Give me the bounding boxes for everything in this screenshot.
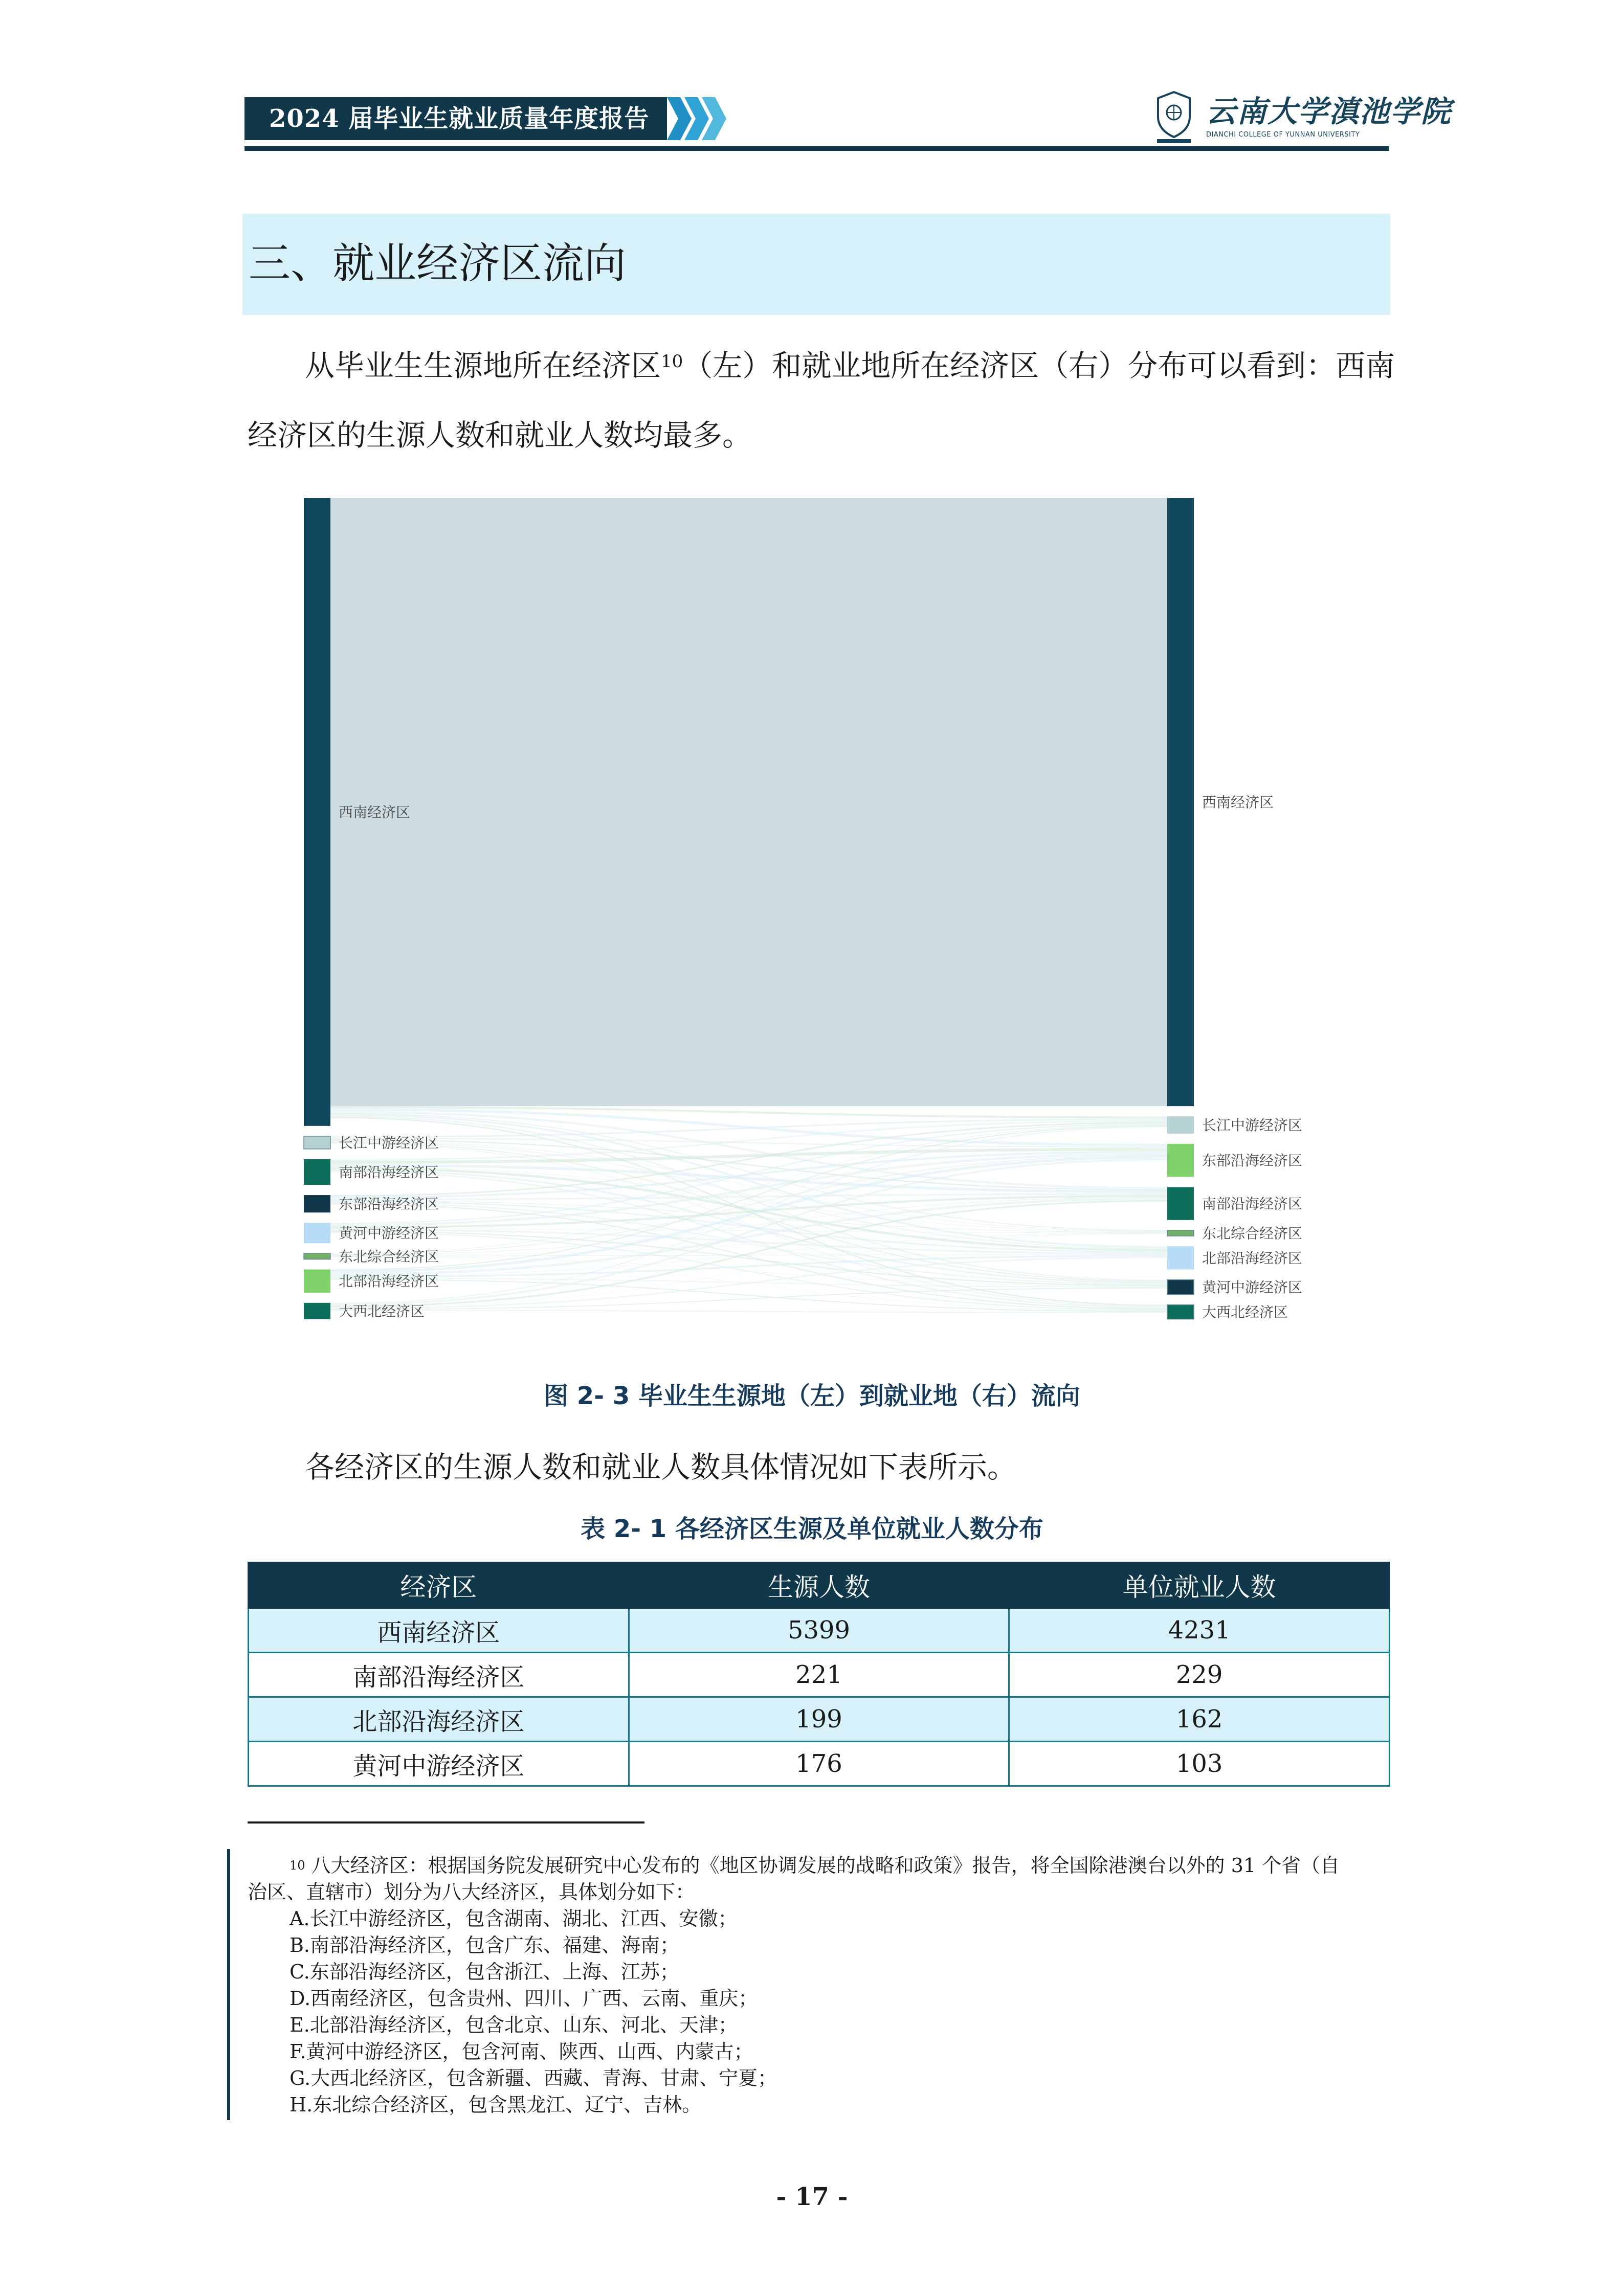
college-english-name: DIANCHI COLLEGE OF YUNNAN UNIVERSITY <box>1206 131 1360 139</box>
left-node <box>304 498 330 1126</box>
left-node <box>304 1136 330 1149</box>
report-title: 2024 届毕业生就业质量年度报告 <box>269 104 650 133</box>
left-node-label: 东北综合经济区 <box>339 1248 439 1265</box>
right-node <box>1167 1144 1194 1177</box>
section-title: 三、就业经济区流向 <box>249 239 627 288</box>
sankey-flow <box>330 1200 1167 1308</box>
intro-line-1 <box>248 348 1395 384</box>
table-cell: 103 <box>1009 1742 1390 1786</box>
table-row <box>249 1742 1390 1786</box>
footnote-line-2: 治区、直辖市）划分为八大经济区，具体划分如下： <box>248 1881 695 1903</box>
left-node <box>304 1195 330 1212</box>
right-node-label: 北部沿海经济区 <box>1202 1249 1303 1267</box>
table-row <box>249 1653 1390 1697</box>
left-node <box>304 1303 330 1319</box>
footnote-line-1 <box>248 1852 1388 1879</box>
sankey-flow <box>330 498 1167 1106</box>
college-crest-icon <box>1153 90 1195 144</box>
left-node <box>304 1253 330 1259</box>
table-cell: 229 <box>1009 1653 1390 1697</box>
left-node-label: 南部沿海经济区 <box>339 1163 439 1181</box>
footnote-item: D.西南经济区，包含贵州、四川、广西、云南、重庆； <box>290 1987 758 2010</box>
left-node <box>304 1159 330 1185</box>
table-cell: 162 <box>1009 1697 1390 1742</box>
right-node <box>1167 1116 1194 1134</box>
footnote-side-bar <box>227 1849 230 2120</box>
sankey-chart <box>299 495 1303 1334</box>
footnote-item: E.北部沿海经济区，包含北京、山东、河北、天津； <box>290 2014 738 2036</box>
table-row <box>249 1697 1390 1742</box>
sankey-flows <box>330 498 1167 1313</box>
footnote-item: B.南部沿海经济区，包含广东、福建、海南； <box>290 1934 680 1956</box>
table-cell: 221 <box>629 1653 1009 1697</box>
section-heading-box <box>242 214 1390 315</box>
chevron-arrows-icon <box>667 97 739 140</box>
footnote-item: C.东部沿海经济区，包含浙江、上海、江苏； <box>290 1961 679 1983</box>
table-row <box>249 1608 1390 1653</box>
right-node-label: 西南经济区 <box>1202 794 1274 811</box>
left-node-label: 北部沿海经济区 <box>339 1273 439 1290</box>
right-node <box>1167 1187 1194 1220</box>
left-node <box>304 1223 330 1243</box>
intro-line-2: 经济区的生源人数和就业人数均最多。 <box>248 418 752 453</box>
right-node-label: 大西北经济区 <box>1202 1303 1288 1321</box>
right-node <box>1167 498 1194 1106</box>
economic-zone-table <box>248 1562 1390 1787</box>
right-node-label: 黄河中游经济区 <box>1202 1279 1303 1296</box>
footnote-rule <box>248 1821 644 1824</box>
figure-caption: 图 2- 3 毕业生生源地（左）到就业地（右）流向 <box>544 1382 1080 1410</box>
left-node-label: 大西北经济区 <box>339 1302 425 1320</box>
sankey-flow <box>330 1114 1167 1248</box>
report-header-bar <box>244 97 667 140</box>
right-node-label: 南部沿海经济区 <box>1202 1195 1303 1212</box>
right-node <box>1167 1305 1194 1319</box>
right-node-label: 东部沿海经济区 <box>1202 1152 1303 1169</box>
footnote-text-1: 八大经济区：根据国务院发展研究中心发布的《地区协调发展的战略和政策》报告，将全国除港澳台以外的 31 个省（自 <box>311 1854 1340 1877</box>
right-node-label: 东北综合经济区 <box>1202 1225 1303 1242</box>
right-node <box>1167 1280 1194 1295</box>
table-cell: 4231 <box>1009 1608 1390 1653</box>
left-node <box>304 1270 330 1293</box>
sankey-flow <box>330 1106 1167 1118</box>
left-node-label: 长江中游经济区 <box>339 1134 439 1152</box>
table-cell: 黄河中游经济区 <box>249 1742 629 1786</box>
col-header-employment: 单位就业人数 <box>1009 1563 1390 1608</box>
right-node <box>1167 1246 1194 1270</box>
right-node <box>1167 1230 1194 1236</box>
table-cell: 北部沿海经济区 <box>249 1697 629 1742</box>
table-intro-text: 各经济区的生源人数和就业人数具体情况如下表所示。 <box>305 1450 1017 1484</box>
college-name: 云南大学滇池学院 <box>1206 94 1452 129</box>
footnote <box>248 1852 1388 2118</box>
table-cell: 西南经济区 <box>249 1608 629 1653</box>
page-number: - 17 - <box>776 2182 848 2211</box>
col-header-zone: 经济区 <box>249 1563 629 1608</box>
footnote-number: 10 <box>290 1858 305 1873</box>
table-header-row <box>249 1563 1390 1608</box>
left-node-label: 黄河中游经济区 <box>339 1225 439 1242</box>
left-node-label: 东部沿海经济区 <box>339 1196 439 1213</box>
intro-text-a: 从毕业生生源地所在经济区 <box>305 348 661 383</box>
right-node-label: 长江中游经济区 <box>1202 1116 1303 1134</box>
table-cell: 176 <box>629 1742 1009 1786</box>
table-cell: 5399 <box>629 1608 1009 1653</box>
header-rule <box>244 146 1389 151</box>
left-node-label: 西南经济区 <box>339 803 411 821</box>
footnote-ref: 10 <box>661 351 683 372</box>
footnote-item: G.大西北经济区，包含新疆、西藏、青海、甘肃、宁夏； <box>290 2067 777 2089</box>
table-caption: 表 2- 1 各经济区生源及单位就业人数分布 <box>581 1515 1043 1543</box>
footnote-item: H.东北综合经济区，包含黑龙江、辽宁、吉林。 <box>290 2094 702 2116</box>
col-header-origin: 生源人数 <box>629 1563 1009 1608</box>
table-cell: 199 <box>629 1697 1009 1742</box>
footnote-item: A.长江中游经济区，包含湖南、湖北、江西、安徽； <box>290 1907 738 1930</box>
intro-text-b: （左）和就业地所在经济区（右）分布可以看到：西南 <box>683 348 1395 383</box>
table-cell: 南部沿海经济区 <box>249 1653 629 1697</box>
college-logo <box>1153 90 1452 144</box>
footnote-item: F.黄河中游经济区，包含河南、陕西、山西、内蒙古； <box>290 2040 753 2063</box>
